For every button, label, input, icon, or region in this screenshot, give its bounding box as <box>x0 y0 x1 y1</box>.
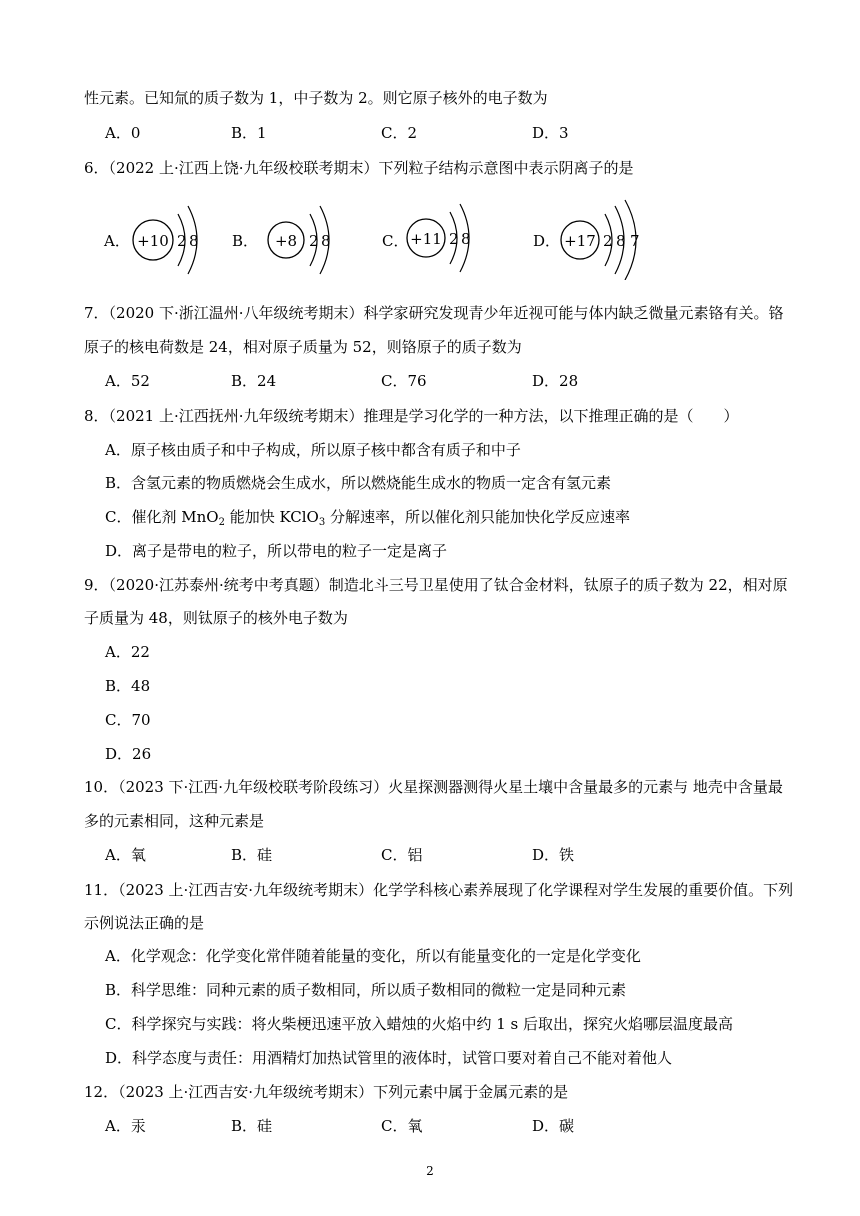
atom-c-nucleus: +11 <box>410 230 442 248</box>
q6-option-c <box>382 196 482 280</box>
q7-option-a: A．52 <box>105 372 150 390</box>
atom-d-nucleus: +17 <box>564 232 596 250</box>
q9-option-c: C．70 <box>105 711 151 729</box>
q8-option-c-part1: C．催化剂 MnO <box>105 508 219 526</box>
atom-diagram-c <box>406 196 486 280</box>
q7-stem-line2: 原子的核电荷数是 24，相对原子质量为 52，则铬原子的质子数为 <box>84 338 522 356</box>
q6-stem: 6．（2022 上·江西上饶·九年级校联考期末）下列粒子结构示意图中表示阴离子的是 <box>84 159 634 177</box>
q5-option-a: A．0 <box>105 124 141 142</box>
q11-option-b: B．科学思维：同种元素的质子数相同，所以质子数相同的微粒一定是同种元素 <box>105 981 627 999</box>
q12-option-b: B．硅 <box>231 1117 273 1135</box>
q9-stem-line2: 子质量为 48，则钛原子的核外电子数为 <box>84 609 348 627</box>
q5-option-d: D．3 <box>532 124 569 142</box>
q9-option-a: A．22 <box>105 643 150 661</box>
q11-option-a: A．化学观念：化学变化常伴随着能量的变化，所以有能量变化的一定是化学变化 <box>105 947 641 965</box>
q6-option-d-letter: D． <box>533 232 561 250</box>
q8-stem: 8．（2021 上·江西抚州·九年级统考期末）推理是学习化学的一种方法，以下推理正确的是（ ） <box>84 407 739 425</box>
q12-option-d: D．碳 <box>532 1117 575 1135</box>
atom-c-shell-2: 8 <box>461 230 471 248</box>
q12-stem: 12．（2023 上·江西吉安·九年级统考期末）下列元素中属于金属元素的是 <box>84 1083 569 1101</box>
q10-option-a: A．氧 <box>105 846 146 864</box>
q8-option-c-part3: 分解速率，所以催化剂只能加快化学反应速率 <box>325 508 631 526</box>
q6-option-b <box>232 196 332 280</box>
atom-d-shell-2: 8 <box>616 232 626 250</box>
atom-diagram-d <box>559 196 669 280</box>
q10-stem-line1: 10．（2023 下·江西·九年级校联考阶段练习）火星探测器测得火星土壤中含量最多的元素与 地壳中含量最 <box>84 778 783 796</box>
q8-option-b: B．含氢元素的物质燃烧会生成水，所以燃烧能生成水的物质一定含有氢元素 <box>105 474 612 492</box>
page-number: 2 <box>426 1164 434 1178</box>
q11-stem-line1: 11．（2023 上·江西吉安·九年级统考期末）化学学科核心素养展现了化学课程对学生发展的重要价值。下列 <box>84 881 794 899</box>
q10-option-d: D．铁 <box>532 846 575 864</box>
atom-a-shell-2: 8 <box>189 232 199 250</box>
q9-option-b: B．48 <box>105 677 151 695</box>
q9-stem-line1: 9．（2020·江苏泰州·统考中考真题）制造北斗三号卫星使用了钛合金材料，钛原子的质子数为 22，相对原 <box>84 576 788 594</box>
atom-a-nucleus: +10 <box>137 232 169 250</box>
q7-option-d: D．28 <box>532 372 579 390</box>
q6-option-a-letter: A． <box>104 232 130 250</box>
q8-option-a: A．原子核由质子和中子构成，所以原子核中都含有质子和中子 <box>105 441 521 459</box>
q7-stem-line1: 7．（2020 下·浙江温州·八年级统考期末）科学家研究发现青少年近视可能与体内缺乏微量元素铬有关。铬 <box>84 304 784 322</box>
q11-option-c: C．科学探究与实践：将火柴梗迅速平放入蜡烛的火焰中约 1 s 后取出，探究火焰哪层温度最高 <box>105 1015 734 1033</box>
atom-a-shell-1: 2 <box>177 232 187 250</box>
q8-option-c-part2: 能加快 KClO <box>224 508 319 526</box>
atom-c-shell-1: 2 <box>449 230 459 248</box>
q8-option-c-sub1: 2 <box>218 517 225 528</box>
atom-d-shell-3: 7 <box>630 232 640 250</box>
q12-option-c: C．氧 <box>381 1117 423 1135</box>
q6-option-d <box>533 196 663 280</box>
atom-b-shell-2: 8 <box>321 232 331 250</box>
q6-option-b-letter: B． <box>232 232 259 250</box>
q6-option-a <box>104 196 204 280</box>
q10-option-b: B．硅 <box>231 846 273 864</box>
q5-option-c: C．2 <box>381 124 418 142</box>
q9-option-d: D．26 <box>105 745 152 763</box>
q8-option-c <box>105 507 630 533</box>
q11-stem-line2: 示例说法正确的是 <box>84 914 205 932</box>
q10-option-c: C．铝 <box>381 846 423 864</box>
q6-option-c-letter: C． <box>382 232 409 250</box>
atom-d-shell-1: 2 <box>603 232 613 250</box>
q5-option-b: B．1 <box>231 124 267 142</box>
q8-option-d: D．离子是带电的粒子，所以带电的粒子一定是离子 <box>105 542 448 560</box>
atom-diagram-a <box>130 196 210 280</box>
q10-stem-line2: 多的元素相同，这种元素是 <box>84 812 265 830</box>
q11-option-d: D．科学态度与责任：用酒精灯加热试管里的液体时，试管口要对着自己不能对着他人 <box>105 1049 673 1067</box>
q5-stem: 性元素。已知氚的质子数为 1，中子数为 2。则它原子核外的电子数为 <box>84 89 548 107</box>
q8-option-c-sub2: 3 <box>318 517 326 528</box>
q7-option-c: C．76 <box>381 372 427 390</box>
atom-b-nucleus: +8 <box>274 232 298 250</box>
q12-option-a: A．汞 <box>105 1117 146 1135</box>
q7-option-b: B．24 <box>231 372 277 390</box>
atom-diagram-b <box>266 196 346 280</box>
atom-b-shell-1: 2 <box>309 232 319 250</box>
